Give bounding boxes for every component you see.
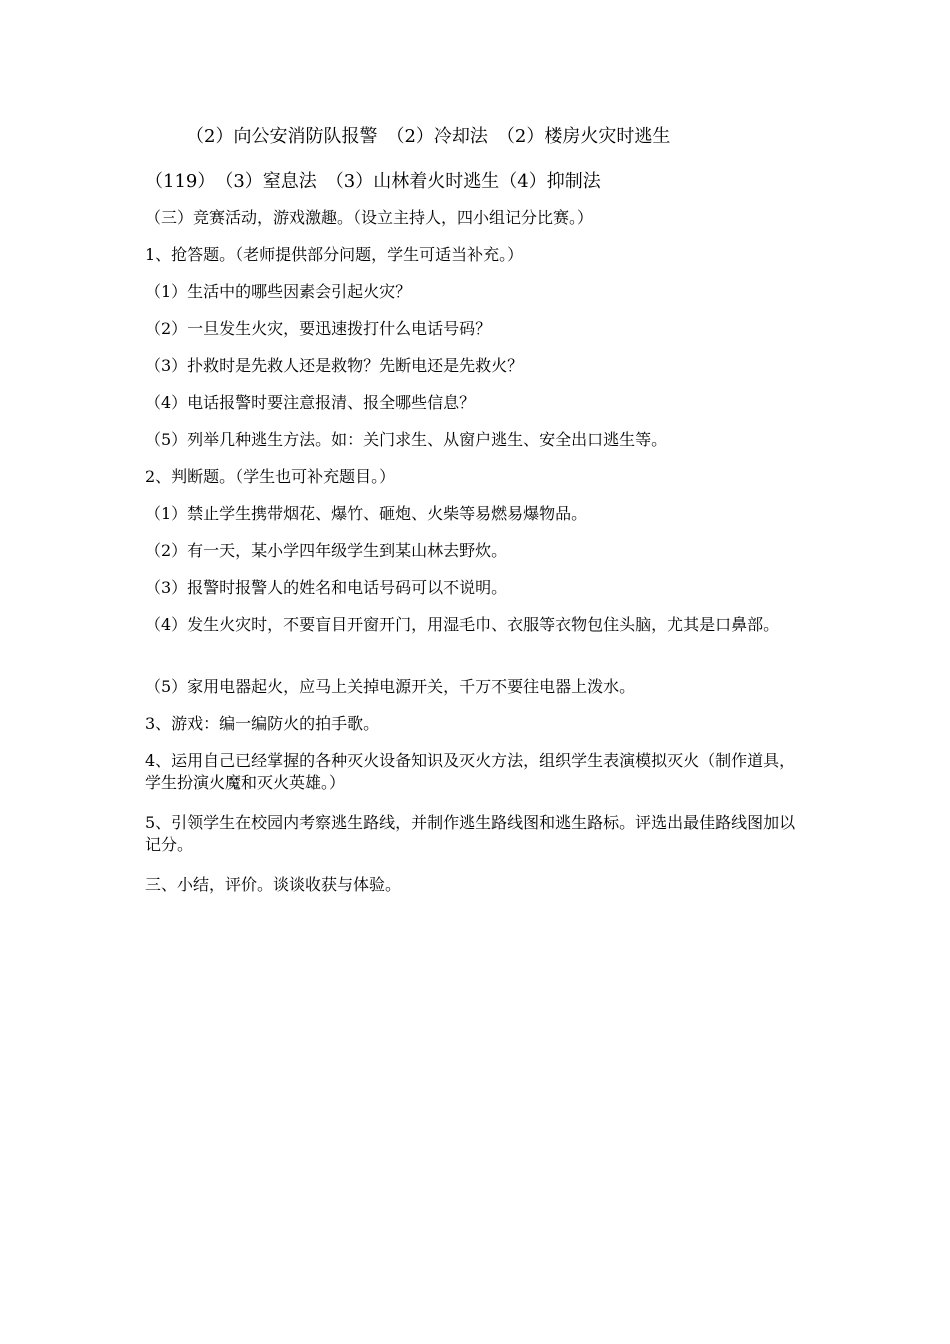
item-game: 3、游戏：编一编防火的拍手歌。 (145, 714, 380, 733)
section-heading-competition: （三）竞赛活动，游戏激趣。（设立主持人，四小组记分比赛。） (145, 208, 594, 227)
item-simulation: 4、运用自己已经掌握的各种灭火设备知识及灭火方法，组织学生表演模拟灭火（制作道具，学生扮演火魔和灭火英雄。） (145, 751, 796, 792)
question-1: （1）生活中的哪些因素会引起火灾？ (145, 282, 412, 301)
item-true-false: 2、判断题。（学生也可补充题目。） (145, 467, 396, 486)
statement-4: （4）发生火灾时，不要盲目开窗开门，用湿毛巾、衣服等衣物包住头脑，尤其是口鼻部。 (145, 615, 780, 634)
question-2: （2）一旦发生火灾，要迅速拨打什么电话号码？ (145, 319, 492, 338)
section-summary: 三、小结，评价。谈谈收获与体验。 (145, 875, 402, 894)
statement-5: （5）家用电器起火，应马上关掉电源开关，千万不要往电器上泼水。 (145, 677, 636, 696)
item-escape-route: 5、引领学生在校园内考察逃生路线，并制作逃生路线图和逃生路标。评选出最佳路线图加以记分。 (145, 813, 796, 854)
item-quick-answer: 1、抢答题。（老师提供部分问题，学生可适当补充。） (145, 245, 524, 264)
answer-row-1: （2）向公安消防队报警 （2）冷却法 （2）楼房火灾时逃生 (186, 126, 671, 147)
question-3: （3）扑救时是先救人还是救物？先断电还是先救火？ (145, 356, 524, 375)
statement-2: （2）有一天，某小学四年级学生到某山林去野炊。 (145, 541, 508, 560)
question-4: （4）电话报警时要注意报清、报全哪些信息？ (145, 393, 476, 412)
question-5: （5）列举几种逃生方法。如：关门求生、从窗户逃生、安全出口逃生等。 (145, 430, 668, 449)
statement-3: （3）报警时报警人的姓名和电话号码可以不说明。 (145, 578, 508, 597)
statement-1: （1）禁止学生携带烟花、爆竹、砸炮、火柴等易燃易爆物品。 (145, 504, 588, 523)
answer-row-2: （119） （3）窒息法 （3）山林着火时逃生（4）抑制法 (145, 171, 601, 192)
